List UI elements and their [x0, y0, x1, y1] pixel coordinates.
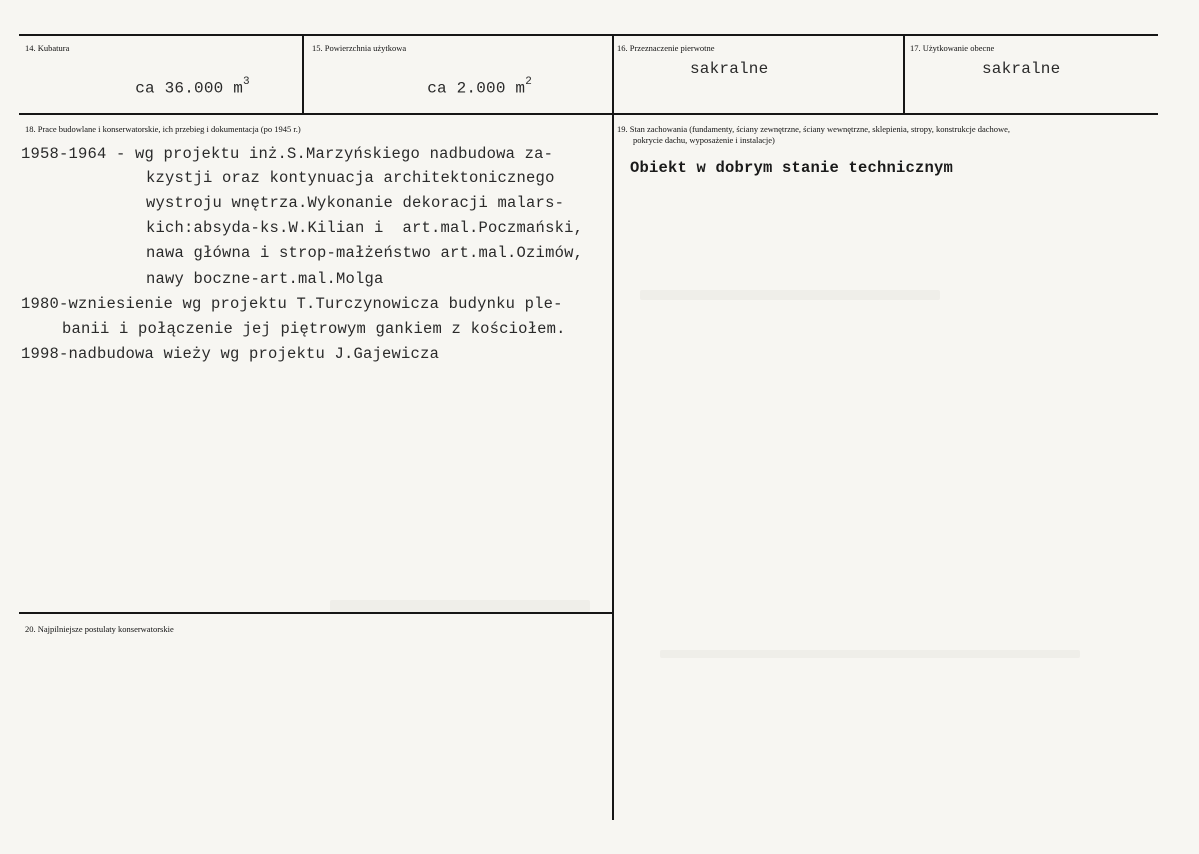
field-15-text: ca 2.000 m	[427, 79, 526, 98]
field-19-label-line2: pokrycie dachu, wyposażenie i instalacje)	[633, 135, 775, 145]
field-15-exponent: 2	[525, 76, 533, 88]
field-15-label: 15. Powierzchnia użytkowa	[312, 43, 407, 53]
col-divider-main	[612, 34, 614, 820]
field-17-label: 17. Użytkowanie obecne	[910, 43, 995, 53]
field-14-text: ca 36.000 m	[135, 79, 244, 98]
field-18-line: banii i połączenie jej piętrowym gankiem z kościołem.	[62, 320, 566, 338]
field-18-line: nawa główna i strop-małżeństwo art.mal.Ozimów,	[146, 244, 584, 262]
bleed-through-mark	[660, 650, 1080, 658]
bleed-through-mark	[330, 600, 590, 612]
field-14-exponent: 3	[243, 76, 250, 88]
field-17-value: sakralne	[982, 60, 1061, 78]
bleed-through-mark	[640, 290, 940, 300]
field-20-divider	[19, 612, 614, 614]
field-14-value	[96, 60, 250, 115]
field-18-line: wystroju wnętrza.Wykonanie dekoracji malars-	[146, 194, 565, 212]
field-19-label-line1: 19. Stan zachowania (fundamenty, ściany zewnętrzne, ściany wewnętrzne, sklepienia, stropy, konstrukcje dachowe,	[617, 124, 1011, 134]
field-18-line: kzystji oraz kontynuacja architektonicznego	[146, 169, 555, 187]
top-rule	[19, 34, 1158, 36]
field-18-label: 18. Prace budowlane i konserwatorskie, ich przebieg i dokumentacja (po 1945 r.)	[25, 124, 301, 134]
field-18-line: nawy boczne-art.mal.Molga	[146, 270, 384, 288]
col-divider-3	[903, 34, 905, 115]
field-20-label: 20. Najpilniejsze postulaty konserwatorskie	[25, 624, 174, 634]
field-16-value: sakralne	[690, 60, 769, 78]
field-18-line: 1998-nadbudowa wieży wg projektu J.Gajewicza	[21, 345, 440, 363]
field-18-line: 1980-wzniesienie wg projektu T.Turczynowicza budynku ple-	[21, 295, 563, 313]
field-14-label: 14. Kubatura	[25, 43, 70, 53]
field-18-line: 1958-1964 - wg projektu inż.S.Marzyńskiego nadbudowa za-	[21, 145, 554, 163]
col-divider-1	[302, 34, 304, 115]
field-19-value: Obiekt w dobrym stanie technicznym	[630, 159, 954, 177]
field-18-line: kich:absyda-ks.W.Kilian i art.mal.Poczmański,	[146, 219, 584, 237]
field-15-value	[388, 60, 532, 115]
field-16-label: 16. Przeznaczenie pierwotne	[617, 43, 715, 53]
